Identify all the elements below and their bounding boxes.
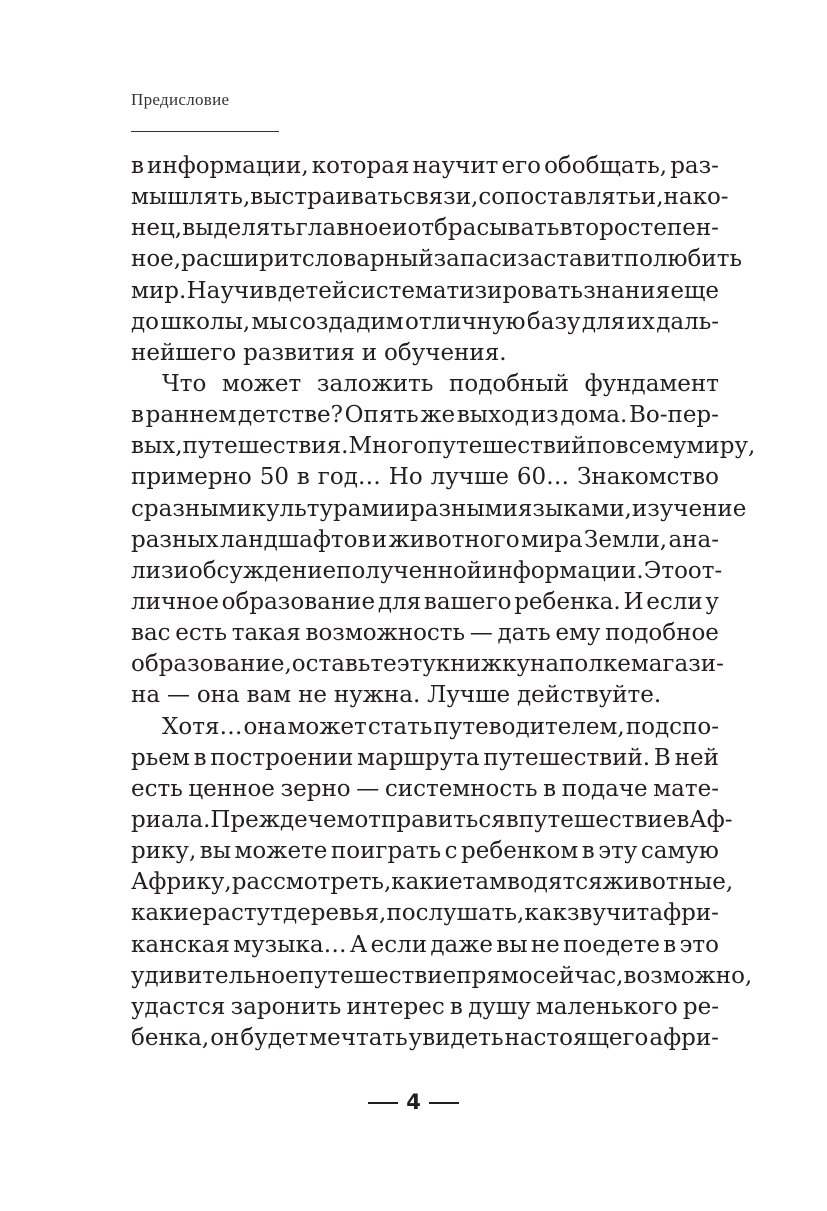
body-text <box>131 151 756 1054</box>
text-line: нейшего развития и обучения. <box>131 339 507 366</box>
text-line: ное, расширит словарный запас и заставит полюбить <box>131 246 742 273</box>
text-line: риала. Прежде чем отправиться в путешествие в Аф- <box>131 806 733 833</box>
page-number: 4 <box>406 1090 421 1114</box>
text-line: образование, оставьте эту книжку на полке магази- <box>131 651 724 678</box>
text-line: удастся заронить интерес в душу маленького ре- <box>131 993 719 1020</box>
folio-dash-left <box>368 1102 398 1104</box>
text-line: мир. Научив детей систематизировать знания еще <box>131 277 719 304</box>
text-line: какие растут деревья, послушать, как звучит афри- <box>131 900 719 927</box>
text-line: личное образование для вашего ребенка. И если у <box>131 588 719 615</box>
text-line: вых, путешествия. Много путешествий по всему миру, <box>131 433 756 460</box>
text-line: вас есть такая возможность — дать ему подобное <box>131 620 719 647</box>
header-rule <box>131 131 279 132</box>
text-line: в информации, которая научит его обобщать, раз- <box>131 153 719 179</box>
text-line: рьем в построении маршрута путешествий. В ней <box>131 744 719 771</box>
text-line: мышлять, выстраивать связи, сопоставлять и, нако- <box>131 184 729 211</box>
text-line: Хотя… она может стать путеводителем, подспо- <box>162 713 719 740</box>
text-line: есть ценное зерно — системность в подаче мате- <box>131 775 719 802</box>
text-line: Африку, рассмотреть, какие там водятся животные, <box>131 869 734 896</box>
text-line: разных ландшафтов и животного мира Земли, ана- <box>131 526 719 553</box>
text-line: удивительное путешествие прямо сейчас, возможно, <box>131 962 753 989</box>
text-line: с разными культурами и разными языками, изучение <box>131 495 747 522</box>
running-title: Предисловие <box>131 90 230 109</box>
text-line: на — она вам не нужна. Лучше действуйте. <box>131 682 662 709</box>
folio-dash-right <box>429 1102 459 1104</box>
text-line: лиз и обсуждение полученной информации. Это от- <box>131 557 723 584</box>
text-line: бенка, он будет мечтать увидеть настоящего афри- <box>131 1024 719 1051</box>
text-line: до школы, мы создадим отличную базу для их даль- <box>131 308 719 335</box>
page-number-footer <box>0 1092 827 1113</box>
text-line: в раннем детстве? Опять же выход из дома. Во-пер- <box>131 402 719 429</box>
text-line: рику, вы можете поиграть с ребенком в эту самую <box>131 838 719 865</box>
text-line: канская музыка… А если даже вы не поедете в это <box>131 931 719 958</box>
text-line: Что может заложить подобный фундамент <box>162 370 719 397</box>
text-line: нец, выделять главное и отбрасывать второстепен- <box>131 215 719 242</box>
text-line: примерно 50 в год… Но лучше 60… Знакомство <box>131 464 719 491</box>
